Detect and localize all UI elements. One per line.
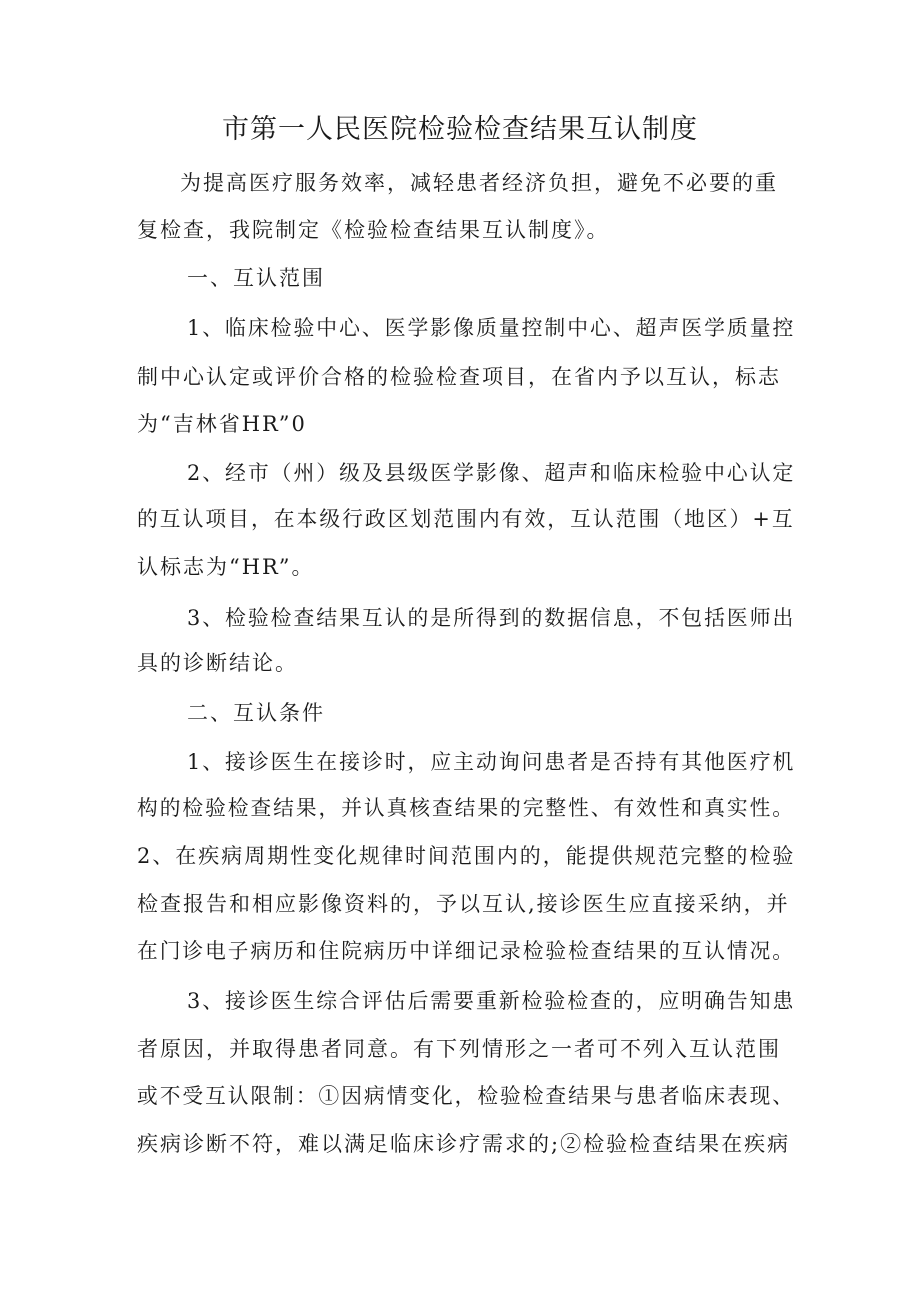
paragraph-line: 检查报告和相应影像资料的，予以互认,接诊医生应直接采纳，并 — [137, 892, 790, 916]
paragraph-line: 或不受互认限制：①因病情变化，检验检查结果与患者临床表现、 — [137, 1084, 795, 1108]
paragraph-line: 制中心认定或评价合格的检验检查项目，在省内予以互认，标志 — [137, 365, 781, 389]
paragraph-line: 复检查，我院制定《检验检查结果互认制度》。 — [137, 218, 610, 242]
paragraph-line: 1、接诊医生在接诊时，应主动询问患者是否持有其他医疗机 — [187, 750, 796, 774]
paragraph-line: 疾病诊断不符，难以满足临床诊疗需求的;②检验检查结果在疾病 — [137, 1132, 791, 1156]
paragraph-line: 者原因，并取得患者同意。有下列情形之一者可不列入互认范围 — [137, 1037, 781, 1061]
paragraph-line: 构的检验检查结果，并认真核查结果的完整性、有效性和真实性。 — [137, 796, 795, 820]
paragraph-line: 1、临床检验中心、医学影像质量控制中心、超声医学质量控 — [187, 316, 796, 340]
paragraph-line: 在门诊电子病历和住院病历中详细记录检验检查结果的互认情况。 — [137, 939, 795, 963]
paragraph-line: 2、在疾病周期性变化规律时间范围内的，能提供规范完整的检验 — [137, 844, 796, 868]
paragraph-line: 认标志为“HR”。 — [137, 555, 315, 579]
paragraph-line: 具的诊断结论。 — [137, 651, 298, 675]
paragraph-line: 2、经市（州）级及县级医学影像、超声和临床检验中心认定 — [187, 461, 796, 485]
paragraph-line: 为提高医疗服务效率，减轻患者经济负担，避免不必要的重 — [180, 171, 778, 195]
section-heading: 一、互认范围 — [187, 266, 325, 290]
paragraph-line: 为“吉林省HR”0 — [137, 412, 307, 436]
section-heading: 二、互认条件 — [187, 701, 325, 725]
document-title: 市第一人民医院检验检查结果互认制度 — [222, 114, 698, 145]
paragraph-line: 3、接诊医生综合评估后需要重新检验检查的，应明确告知患 — [187, 989, 796, 1013]
paragraph-line: 3、检验检查结果互认的是所得到的数据信息，不包括医师出 — [187, 606, 796, 630]
paragraph-line: 的互认项目，在本级行政区划范围内有效，互认范围（地区）+互 — [137, 507, 795, 531]
